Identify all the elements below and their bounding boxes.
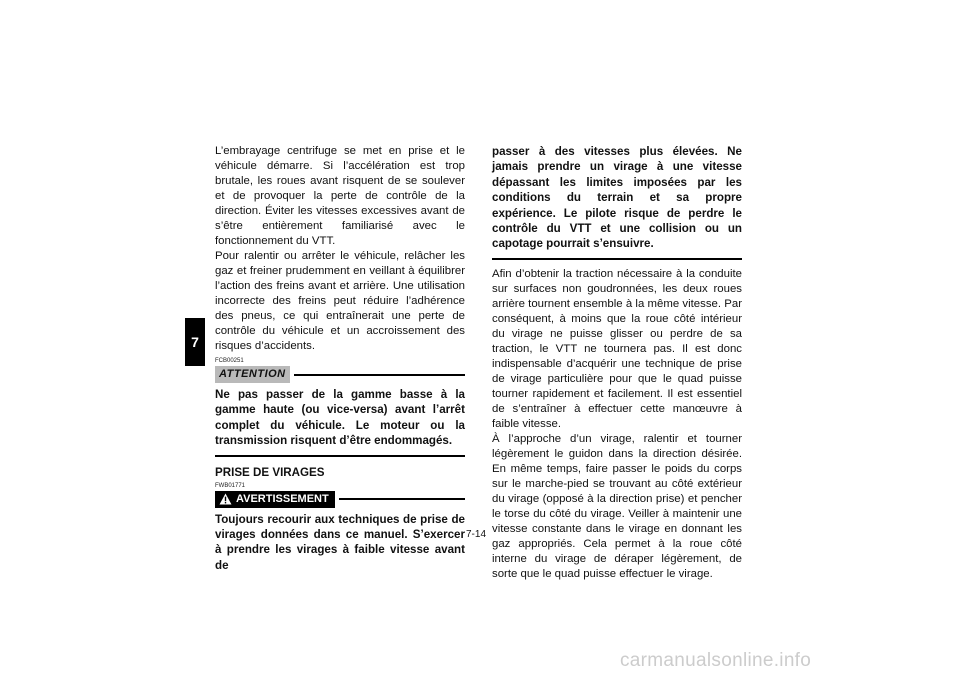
paragraph-turning: À l’approche d’un virage, ralentir et tourner légèrement le guidon dans la direction désirée. En même temps, faire passer le poids du corps sur le marche-pied se trouvant au côté extérieur du virage (opposé à la direction prise) et pencher le torse du côté du virage. Veiller à maintenir une vitesse constante dans le virage en donnant les gaz appropriés. Cela permet à la roue côté interne du virage de déraper légèrement, de sorte que le quad puisse effectuer le virage. [492, 432, 742, 580]
section-title: PRISE DE VIRAGES [215, 465, 325, 479]
paragraph-clutch: L’embrayage centrifuge se met en prise et le véhicule démarre. Si l’accélération est trop brutale, les roues avant risquent de se soulever et de provoquer la perte de contrôle de la direction. Éviter les vitesses excessives avant de s’être entièrement familiarisé avec le fonctionnement du VTT. [215, 145, 465, 247]
warning-badge [215, 491, 335, 508]
paragraph-traction: Afin d’obtenir la traction nécessaire à la conduite sur surfaces non goudronnées, les deux roues arrière tournent ensemble à la même vitesse. Par conséquent, à moins que la roue côté intérieur du virage ne puisse glisser ou perdre de sa traction, le VTT ne tournera pas. Il est donc indispensable d’acquérir une technique de prise de virage particulière pour que le quad puisse tourner rapidement et facilement. Il est essentiel de s’entraîner à effectuer cette manœuvre à faible vitesse. [492, 267, 742, 430]
chapter-tab [185, 318, 205, 366]
attention-code: FCB00251 [215, 358, 244, 364]
chapter-tab-number: 7 [191, 334, 199, 350]
right-column [492, 144, 742, 582]
attention-end-rule [215, 455, 465, 457]
attention-rule [294, 374, 465, 376]
attention-text: Ne pas passer de la gamme basse à la gamme haute (ou vice-versa) avant l’arrêt complet du véhicule. Le moteur ou la transmission risquent d’être endommagés. [215, 388, 465, 448]
warning-code: FWB01771 [215, 482, 246, 489]
attention-badge: ATTENTION [215, 366, 290, 383]
left-column [215, 144, 465, 573]
paragraph-braking: Pour ralentir ou arrêter le véhicule, relâcher les gaz et freiner prudemment en veillant à équilibrer l’action des freins avant et arrière. Une utilisation incorrecte des freins peut réduire l’adhérence des pneus, ce qui entraînerait une perte de contrôle du véhicule et un accroissement des risques d’accidents. [215, 250, 465, 352]
warning-end-rule [492, 258, 742, 260]
attention-banner [215, 366, 465, 383]
warning-triangle-icon [219, 493, 232, 505]
warning-banner [215, 491, 465, 508]
warning-label: AVERTISSEMENT [236, 492, 329, 505]
watermark: carmanualsonline.info [620, 650, 812, 671]
page-number: 7-14 [466, 529, 487, 540]
warning-text: Toujours recourir aux techniques de prise de virages données dans ce manuel. S’exercer à prendre les virages à faible vitesse avant de [215, 512, 465, 572]
warning-text-continued: passer à des vitesses plus élevées. Ne jamais prendre un virage à une vitesse dépassant les limites imposées par les conditions du terrain et sa propre expérience. Le pilote risque de perdre le contrôle du VTT et une collision ou un capotage pourrait s’ensuivre. [492, 145, 742, 251]
warning-rule [339, 498, 465, 500]
